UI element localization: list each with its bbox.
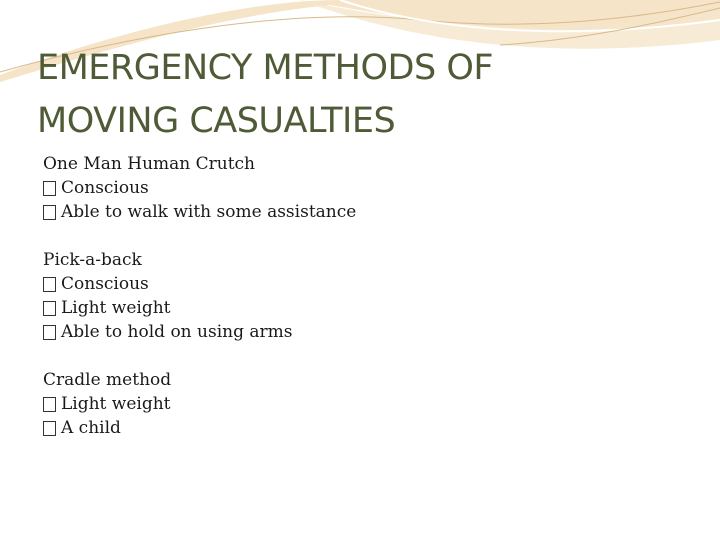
checkbox-bullet-icon	[43, 397, 56, 412]
list-item	[43, 272, 683, 296]
checkbox-bullet-icon	[43, 181, 56, 196]
section-heading: One Man Human Crutch	[43, 154, 256, 174]
checkbox-bullet-icon	[43, 205, 56, 220]
bullet-text: Conscious	[61, 178, 149, 198]
bullet-text: Light weight	[61, 298, 171, 318]
section-heading: Pick-a-back	[43, 250, 142, 270]
checkbox-bullet-icon	[43, 277, 56, 292]
slide-title	[37, 42, 677, 148]
checkbox-bullet-icon	[43, 301, 56, 316]
list-item	[43, 176, 683, 200]
list-item	[43, 392, 683, 416]
section-heading: Cradle method	[43, 370, 172, 390]
title-line-2: MOVING CASUALTIES	[37, 101, 396, 141]
bullet-text: Conscious	[61, 274, 149, 294]
list-item	[43, 320, 683, 344]
section-pick-a-back	[43, 248, 683, 344]
list-item	[43, 296, 683, 320]
title-line-1: EMERGENCY METHODS OF	[37, 48, 494, 88]
section-one-man-human-crutch	[43, 152, 683, 224]
bullet-text: A child	[61, 418, 121, 438]
checkbox-bullet-icon	[43, 421, 56, 436]
list-item	[43, 416, 683, 440]
bullet-text: Able to hold on using arms	[61, 322, 293, 342]
section-cradle-method	[43, 368, 683, 440]
checkbox-bullet-icon	[43, 325, 56, 340]
slide-body	[43, 152, 683, 464]
bullet-text: Light weight	[61, 394, 171, 414]
list-item	[43, 200, 683, 224]
bullet-text: Able to walk with some assistance	[61, 202, 357, 222]
